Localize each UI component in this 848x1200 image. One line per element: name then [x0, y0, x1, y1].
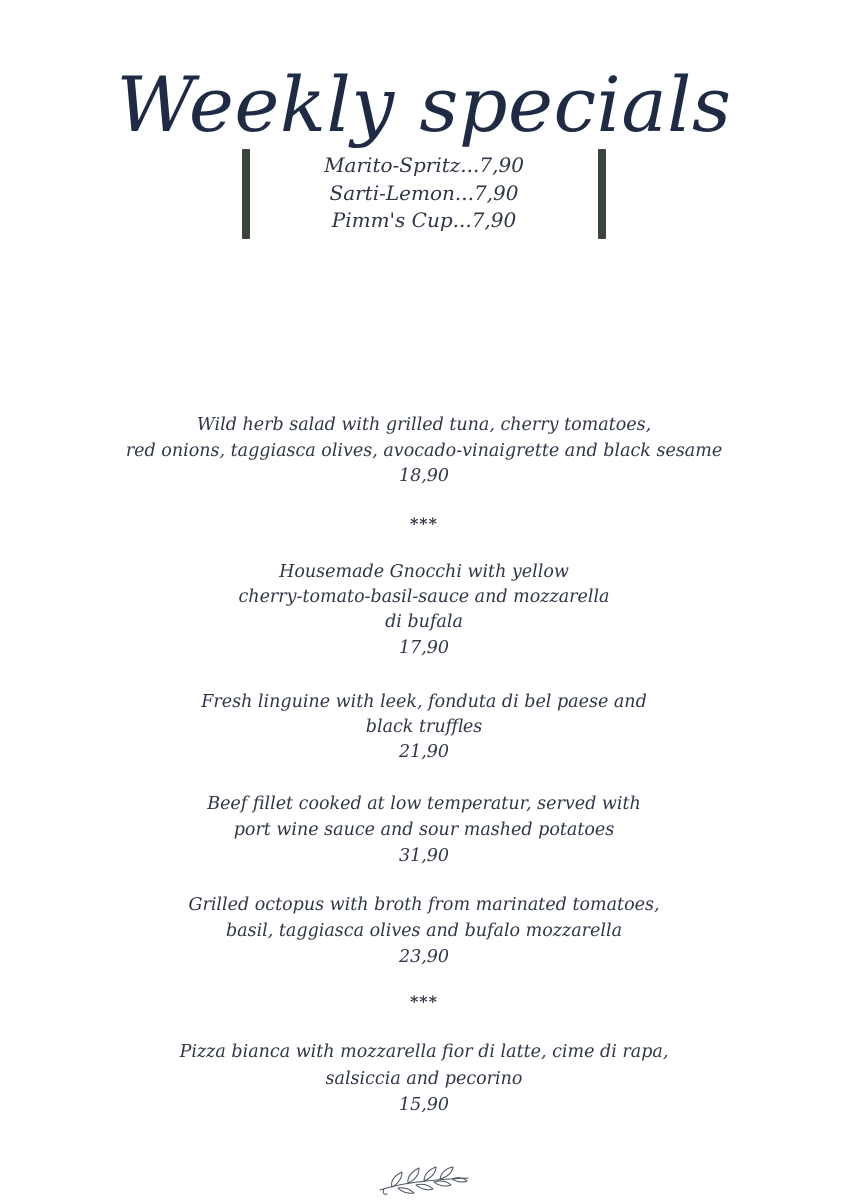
dish-item — [74, 792, 774, 869]
section-separator: *** — [409, 992, 439, 1011]
dish-description-line: Housemade Gnocchi with yellow — [279, 562, 569, 582]
dish-description-line: cherry-tomato-basil-sauce and mozzarella — [238, 587, 610, 608]
dish-item — [74, 413, 774, 490]
dish-description-line: Grilled octopus with broth from marinated tomatoes, — [188, 895, 660, 915]
menu-title: Weekly specials — [116, 59, 732, 149]
dish-item — [74, 1039, 774, 1119]
drinks-list — [250, 152, 598, 235]
dish-description-line: red onions, taggiasca olives, avocado-vinaigrette and black sesame — [125, 440, 723, 461]
drink-item: Pimm's Cup...7,90 — [331, 208, 517, 232]
dish-item — [74, 560, 774, 661]
dish-description-line: Pizza bianca with mozzarella fior di latte, cime di rapa, — [179, 1042, 669, 1062]
dish-description-line: Beef fillet cooked at low temperatur, served with — [207, 794, 641, 814]
dish-price: 17,90 — [398, 637, 450, 658]
dish-price: 23,90 — [398, 947, 450, 968]
dish-price: 31,90 — [398, 845, 450, 866]
dish-price: 18,90 — [398, 466, 450, 486]
dish-item — [74, 690, 774, 766]
dish-price: 15,90 — [398, 1095, 450, 1115]
drink-item: Sarti-Lemon...7,90 — [329, 180, 519, 205]
dish-description-line: Fresh linguine with leek, fonduta di bel paese and — [201, 692, 647, 712]
dish-description-line: basil, taggiasca olives and bufalo mozzarella — [225, 921, 623, 942]
dish-description-line: di bufala — [385, 612, 463, 633]
dish-description-line: black truffles — [365, 717, 483, 738]
leaf-branch-icon — [378, 1160, 470, 1196]
drink-item: Marito-Spritz...7,90 — [324, 153, 524, 177]
section-separator: *** — [409, 514, 439, 533]
drinks-right-bar — [598, 149, 606, 239]
dish-price: 21,90 — [398, 742, 450, 763]
dish-description-line: Wild herb salad with grilled tuna, cherry tomatoes, — [196, 415, 652, 435]
dish-description-line: port wine sauce and sour mashed potatoes — [233, 819, 615, 840]
dish-item — [74, 892, 774, 971]
dish-description-line: salsiccia and pecorino — [325, 1068, 523, 1089]
drinks-left-bar — [242, 149, 250, 239]
